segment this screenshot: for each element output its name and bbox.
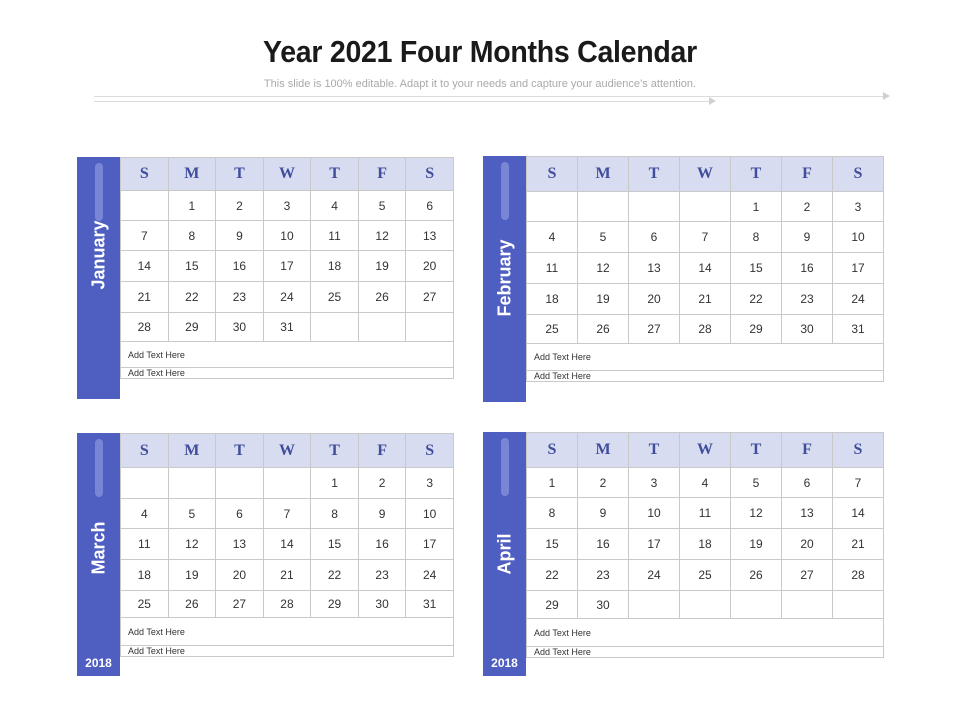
- day-cell: 30: [358, 591, 406, 618]
- day-cell: 6: [406, 191, 454, 221]
- day-cell: 31: [263, 313, 311, 342]
- day-cell: 15: [311, 529, 359, 560]
- note-text[interactable]: Add Text Here: [527, 371, 884, 382]
- weekday-header-cell: W: [263, 434, 311, 468]
- weekday-header-cell: F: [782, 433, 833, 468]
- day-cell: 8: [731, 222, 782, 253]
- weekday-header-cell: S: [121, 158, 169, 191]
- decorative-arrow-upper: [94, 96, 884, 97]
- day-cell: 3: [833, 192, 884, 222]
- month-label: March: [88, 521, 109, 575]
- sidebar-pill-decoration: [501, 162, 509, 220]
- week-row: [121, 251, 454, 282]
- day-cell: 11: [121, 529, 169, 560]
- day-cell: 16: [782, 253, 833, 284]
- week-row: [121, 591, 454, 618]
- day-cell: 22: [527, 560, 578, 591]
- day-cell: 6: [216, 499, 264, 529]
- day-cell: [168, 468, 216, 499]
- day-cell: [527, 192, 578, 222]
- day-cell: 24: [406, 560, 454, 591]
- weekday-header-cell: T: [216, 158, 264, 191]
- day-cell: 10: [263, 221, 311, 251]
- day-cell: 18: [680, 529, 731, 560]
- day-cell: 30: [782, 315, 833, 344]
- day-cell: 5: [358, 191, 406, 221]
- day-cell: 14: [121, 251, 169, 282]
- weekday-header-cell: T: [731, 157, 782, 192]
- day-cell: 25: [680, 560, 731, 591]
- note-row: [121, 368, 454, 379]
- month-label: January: [88, 220, 109, 290]
- week-row: [121, 499, 454, 529]
- day-cell: 23: [358, 560, 406, 591]
- day-cell: 7: [680, 222, 731, 253]
- month-label: April: [494, 533, 515, 575]
- day-cell: 3: [406, 468, 454, 499]
- day-cell: 29: [168, 313, 216, 342]
- day-cell: [358, 313, 406, 342]
- note-text[interactable]: Add Text Here: [527, 647, 884, 658]
- weekday-header-cell: S: [833, 157, 884, 192]
- sidebar-pill-decoration: [501, 438, 509, 496]
- week-row: [527, 498, 884, 529]
- day-cell: [121, 468, 169, 499]
- note-row: [527, 619, 884, 647]
- day-cell: 11: [527, 253, 578, 284]
- week-row: [527, 253, 884, 284]
- day-cell: 21: [680, 284, 731, 315]
- week-row: [121, 529, 454, 560]
- day-cell: 10: [406, 499, 454, 529]
- day-cell: 1: [527, 468, 578, 498]
- weekday-header-cell: T: [216, 434, 264, 468]
- day-cell: 9: [358, 499, 406, 529]
- week-row: [121, 468, 454, 499]
- weekday-header-cell: W: [680, 157, 731, 192]
- day-cell: 28: [680, 315, 731, 344]
- day-cell: 27: [782, 560, 833, 591]
- arrow-head-icon: [883, 92, 890, 100]
- day-cell: 21: [121, 282, 169, 313]
- day-cell: 2: [216, 191, 264, 221]
- day-cell: 27: [216, 591, 264, 618]
- day-cell: 1: [311, 468, 359, 499]
- day-cell: 27: [629, 315, 680, 344]
- year-label: 2018: [85, 656, 112, 670]
- day-cell: 2: [578, 468, 629, 498]
- day-cell: 8: [168, 221, 216, 251]
- weekday-header-cell: T: [629, 433, 680, 468]
- day-cell: 28: [121, 313, 169, 342]
- day-cell: 9: [578, 498, 629, 529]
- day-cell: 23: [578, 560, 629, 591]
- week-row: [121, 282, 454, 313]
- year-label: 2018: [491, 656, 518, 670]
- day-cell: 2: [782, 192, 833, 222]
- weekday-header-cell: T: [311, 434, 359, 468]
- day-cell: 14: [833, 498, 884, 529]
- weekday-header-cell: T: [731, 433, 782, 468]
- month-sidebar: [483, 156, 526, 402]
- note-text[interactable]: Add Text Here: [121, 646, 454, 657]
- weekday-header-row: [121, 158, 454, 191]
- arrow-head-icon: [709, 97, 716, 105]
- day-cell: 20: [406, 251, 454, 282]
- calendar-grid: [526, 156, 884, 382]
- day-cell: 31: [833, 315, 884, 344]
- day-cell: 22: [731, 284, 782, 315]
- day-cell: 20: [216, 560, 264, 591]
- day-cell: [782, 591, 833, 619]
- day-cell: 15: [527, 529, 578, 560]
- day-cell: 7: [263, 499, 311, 529]
- weekday-header-cell: M: [578, 157, 629, 192]
- note-row: [527, 647, 884, 658]
- day-cell: 26: [358, 282, 406, 313]
- day-cell: 27: [406, 282, 454, 313]
- day-cell: 3: [629, 468, 680, 498]
- day-cell: 19: [358, 251, 406, 282]
- week-row: [527, 468, 884, 498]
- week-row: [527, 222, 884, 253]
- day-cell: 28: [833, 560, 884, 591]
- week-row: [527, 529, 884, 560]
- day-cell: 29: [311, 591, 359, 618]
- week-row: [527, 591, 884, 619]
- day-cell: 22: [311, 560, 359, 591]
- weekday-header-cell: F: [782, 157, 833, 192]
- day-cell: [121, 191, 169, 221]
- day-cell: 5: [168, 499, 216, 529]
- day-cell: 25: [121, 591, 169, 618]
- day-cell: 16: [216, 251, 264, 282]
- day-cell: 12: [578, 253, 629, 284]
- day-cell: [216, 468, 264, 499]
- day-cell: 1: [168, 191, 216, 221]
- day-cell: [680, 591, 731, 619]
- day-cell: 26: [731, 560, 782, 591]
- day-cell: 29: [527, 591, 578, 619]
- day-cell: [311, 313, 359, 342]
- page-title: Year 2021 Four Months Calendar: [263, 34, 697, 69]
- day-cell: 7: [833, 468, 884, 498]
- note-text[interactable]: Add Text Here: [527, 344, 884, 371]
- day-cell: 30: [216, 313, 264, 342]
- weekday-header-cell: S: [121, 434, 169, 468]
- day-cell: 17: [263, 251, 311, 282]
- month-sidebar: [483, 432, 526, 676]
- day-cell: [406, 313, 454, 342]
- day-cell: 20: [782, 529, 833, 560]
- day-cell: 30: [578, 591, 629, 619]
- day-cell: 4: [527, 222, 578, 253]
- week-row: [121, 560, 454, 591]
- day-cell: 18: [121, 560, 169, 591]
- day-cell: [629, 591, 680, 619]
- weekday-header-cell: F: [358, 434, 406, 468]
- note-text[interactable]: Add Text Here: [121, 618, 454, 646]
- week-row: [121, 221, 454, 251]
- day-cell: 24: [263, 282, 311, 313]
- day-cell: 13: [629, 253, 680, 284]
- note-row: [121, 646, 454, 657]
- note-text[interactable]: Add Text Here: [121, 368, 454, 379]
- month-sidebar: [77, 433, 120, 676]
- day-cell: 6: [782, 468, 833, 498]
- day-cell: 24: [833, 284, 884, 315]
- week-row: [527, 284, 884, 315]
- day-cell: 14: [263, 529, 311, 560]
- note-row: [527, 371, 884, 382]
- month-label: February: [494, 239, 515, 317]
- weekday-header-cell: S: [527, 157, 578, 192]
- day-cell: 8: [311, 499, 359, 529]
- sidebar-pill-decoration: [95, 439, 103, 497]
- day-cell: 19: [578, 284, 629, 315]
- day-cell: 21: [263, 560, 311, 591]
- note-text[interactable]: Add Text Here: [121, 342, 454, 368]
- note-row: [527, 344, 884, 371]
- day-cell: 23: [216, 282, 264, 313]
- weekday-header-row: [121, 434, 454, 468]
- day-cell: [578, 192, 629, 222]
- day-cell: [263, 468, 311, 499]
- week-row: [527, 192, 884, 222]
- page-subtitle: This slide is 100% editable. Adapt it to your needs and capture your audience’s attention.: [263, 78, 697, 90]
- weekday-header-cell: S: [406, 434, 454, 468]
- day-cell: 5: [578, 222, 629, 253]
- day-cell: 17: [406, 529, 454, 560]
- week-row: [121, 191, 454, 221]
- day-cell: 13: [216, 529, 264, 560]
- weekday-header-cell: M: [578, 433, 629, 468]
- day-cell: 17: [833, 253, 884, 284]
- weekday-header-cell: M: [168, 434, 216, 468]
- day-cell: 29: [731, 315, 782, 344]
- day-cell: 4: [121, 499, 169, 529]
- day-cell: 19: [731, 529, 782, 560]
- day-cell: 18: [311, 251, 359, 282]
- day-cell: 21: [833, 529, 884, 560]
- day-cell: 26: [168, 591, 216, 618]
- day-cell: 3: [263, 191, 311, 221]
- day-cell: [680, 192, 731, 222]
- day-cell: 16: [358, 529, 406, 560]
- note-row: [121, 342, 454, 368]
- day-cell: 15: [731, 253, 782, 284]
- day-cell: 10: [833, 222, 884, 253]
- day-cell: 14: [680, 253, 731, 284]
- day-cell: 1: [731, 192, 782, 222]
- day-cell: 8: [527, 498, 578, 529]
- calendar-grid: [526, 432, 884, 658]
- weekday-header-cell: F: [358, 158, 406, 191]
- day-cell: 9: [216, 221, 264, 251]
- day-cell: 20: [629, 284, 680, 315]
- day-cell: 12: [731, 498, 782, 529]
- week-row: [527, 315, 884, 344]
- weekday-header-cell: S: [527, 433, 578, 468]
- weekday-header-cell: M: [168, 158, 216, 191]
- day-cell: 24: [629, 560, 680, 591]
- day-cell: 9: [782, 222, 833, 253]
- day-cell: 15: [168, 251, 216, 282]
- day-cell: 7: [121, 221, 169, 251]
- day-cell: 28: [263, 591, 311, 618]
- decorative-arrow-lower: [94, 101, 710, 102]
- note-row: [121, 618, 454, 646]
- sidebar-pill-decoration: [95, 163, 103, 221]
- day-cell: 10: [629, 498, 680, 529]
- day-cell: 16: [578, 529, 629, 560]
- calendar-grid: [120, 433, 454, 657]
- day-cell: 12: [358, 221, 406, 251]
- day-cell: 17: [629, 529, 680, 560]
- day-cell: 13: [406, 221, 454, 251]
- day-cell: 31: [406, 591, 454, 618]
- calendar-grid: [120, 157, 454, 379]
- day-cell: 25: [527, 315, 578, 344]
- day-cell: 22: [168, 282, 216, 313]
- day-cell: 2: [358, 468, 406, 499]
- day-cell: 19: [168, 560, 216, 591]
- month-sidebar: [77, 157, 120, 399]
- day-cell: 23: [782, 284, 833, 315]
- day-cell: [731, 591, 782, 619]
- day-cell: 26: [578, 315, 629, 344]
- day-cell: 25: [311, 282, 359, 313]
- note-text[interactable]: Add Text Here: [527, 619, 884, 647]
- day-cell: 18: [527, 284, 578, 315]
- day-cell: 13: [782, 498, 833, 529]
- weekday-header-cell: S: [833, 433, 884, 468]
- day-cell: 12: [168, 529, 216, 560]
- weekday-header-row: [527, 433, 884, 468]
- week-row: [527, 560, 884, 591]
- day-cell: 6: [629, 222, 680, 253]
- week-row: [121, 313, 454, 342]
- day-cell: [833, 591, 884, 619]
- day-cell: 4: [680, 468, 731, 498]
- weekday-header-cell: W: [263, 158, 311, 191]
- day-cell: [629, 192, 680, 222]
- day-cell: 4: [311, 191, 359, 221]
- weekday-header-cell: S: [406, 158, 454, 191]
- day-cell: 11: [680, 498, 731, 529]
- weekday-header-cell: T: [629, 157, 680, 192]
- weekday-header-row: [527, 157, 884, 192]
- day-cell: 5: [731, 468, 782, 498]
- weekday-header-cell: W: [680, 433, 731, 468]
- day-cell: 11: [311, 221, 359, 251]
- weekday-header-cell: T: [311, 158, 359, 191]
